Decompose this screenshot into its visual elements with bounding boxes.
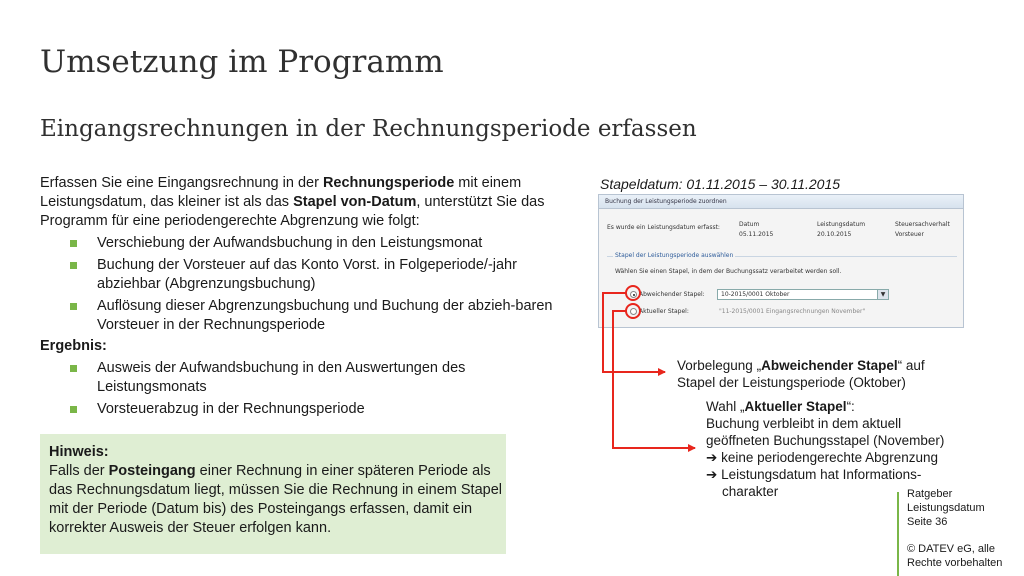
bullet-item: Verschiebung der Aufwandsbuchung in den Leistungsmonat bbox=[40, 234, 562, 253]
page-number: 36 bbox=[935, 516, 948, 528]
result-item: Ausweis der Aufwandsbuchung in den Auswertungen des Leistungsmonats bbox=[40, 359, 562, 397]
group-label: Stapel der Leistungsperiode auswählen bbox=[615, 252, 734, 259]
instruction-text: Wählen Sie einen Stapel, in dem der Buchungssatz verarbeitet werden soll. bbox=[615, 268, 842, 275]
bullet-item: Buchung der Vorsteuer auf das Konto Vorst. in Folgeperiode/-jahr abziehbar (Abgrenzungsbuchung) bbox=[40, 256, 562, 294]
note-text: Falls der Posteingang einer Rechnung in einer späteren Periode als das Rechnungsdatum liegt, müssen Sie die Rechnung in einem Stapel mit der Periode (Datum bis) des Posteingangs erfassen, damit ein korrekter Ausweis der Steuer erfolgen kann. bbox=[49, 463, 502, 536]
highlight-circle-opt2 bbox=[626, 304, 640, 318]
info-text: Es wurde ein Leistungsdatum erfasst: bbox=[607, 224, 720, 231]
val-steuer: Vorsteuer bbox=[895, 231, 924, 238]
chevron-down-icon[interactable]: ▼ bbox=[877, 290, 888, 299]
page-title: Umsetzung im Programm bbox=[40, 44, 444, 80]
annotation-1: Vorbelegung „Abweichender Stapel“ auf Stapel der Leistungsperiode (Oktober) bbox=[677, 358, 925, 390]
results-heading: Ergebnis: bbox=[40, 338, 107, 354]
intro-paragraph: Erfassen Sie eine Eingangsrechnung in der Rechnungsperiode mit einem Leistungsdatum, das kleiner ist als das Stapel von-Datum, unterstützt Sie das Programm für eine periodengerechte Abgrenzung wie folgt: bbox=[40, 175, 545, 229]
col-steuer-header: Steuersachverhalt bbox=[895, 221, 950, 228]
footer-topic: Ratgeber Leistungsdatum bbox=[907, 488, 985, 514]
footer-copyright: © DATEV eG, alle Rechte vorbehalten bbox=[907, 543, 1003, 569]
stapel-date-caption: Stapeldatum: 01.11.2015 – 30.11.2015 bbox=[600, 176, 841, 192]
result-item: Vorsteuerabzug in der Rechnungsperiode bbox=[40, 400, 562, 419]
page-subtitle: Eingangsrechnungen in der Rechnungsperiode erfassen bbox=[40, 116, 697, 142]
opt2-value: "11-2015/0001 Eingangsrechnungen November" bbox=[719, 308, 866, 315]
annotation-2: Wahl „Aktueller Stapel“: Buchung verbleibt in dem aktuell geöffneten Buchungsstapel (November) ➔ keine periodengerechte Abgrenzung ➔ Leistungsdatum hat Informations- charakter bbox=[706, 399, 945, 499]
right-arrow-icon: ➔ bbox=[706, 450, 722, 465]
stapel-select[interactable]: 10-2015/0001 Oktober ▼ bbox=[717, 289, 889, 300]
highlight-circle-opt1 bbox=[626, 286, 640, 300]
footer-accent-line bbox=[897, 492, 899, 576]
opt2-label: Aktueller Stapel: bbox=[639, 308, 689, 315]
footer-page: Seite 36 bbox=[907, 516, 948, 528]
right-arrow-icon: ➔ bbox=[706, 467, 722, 482]
note-heading: Hinweis: bbox=[49, 444, 109, 460]
dialog-title: Buchung der Leistungsperiode zuordnen bbox=[599, 195, 963, 209]
col-leistungsdatum-header: Leistungsdatum bbox=[817, 221, 866, 228]
bullet-item: Auflösung dieser Abgrenzungsbuchung und Buchung der abzieh-baren Vorsteuer in der Rechnungsperiode bbox=[40, 297, 562, 335]
val-datum: 05.11.2015 bbox=[739, 231, 774, 238]
col-datum-header: Datum bbox=[739, 221, 760, 228]
val-leistungsdatum: 20.10.2015 bbox=[817, 231, 852, 238]
opt1-label: Abweichender Stapel: bbox=[639, 291, 705, 298]
